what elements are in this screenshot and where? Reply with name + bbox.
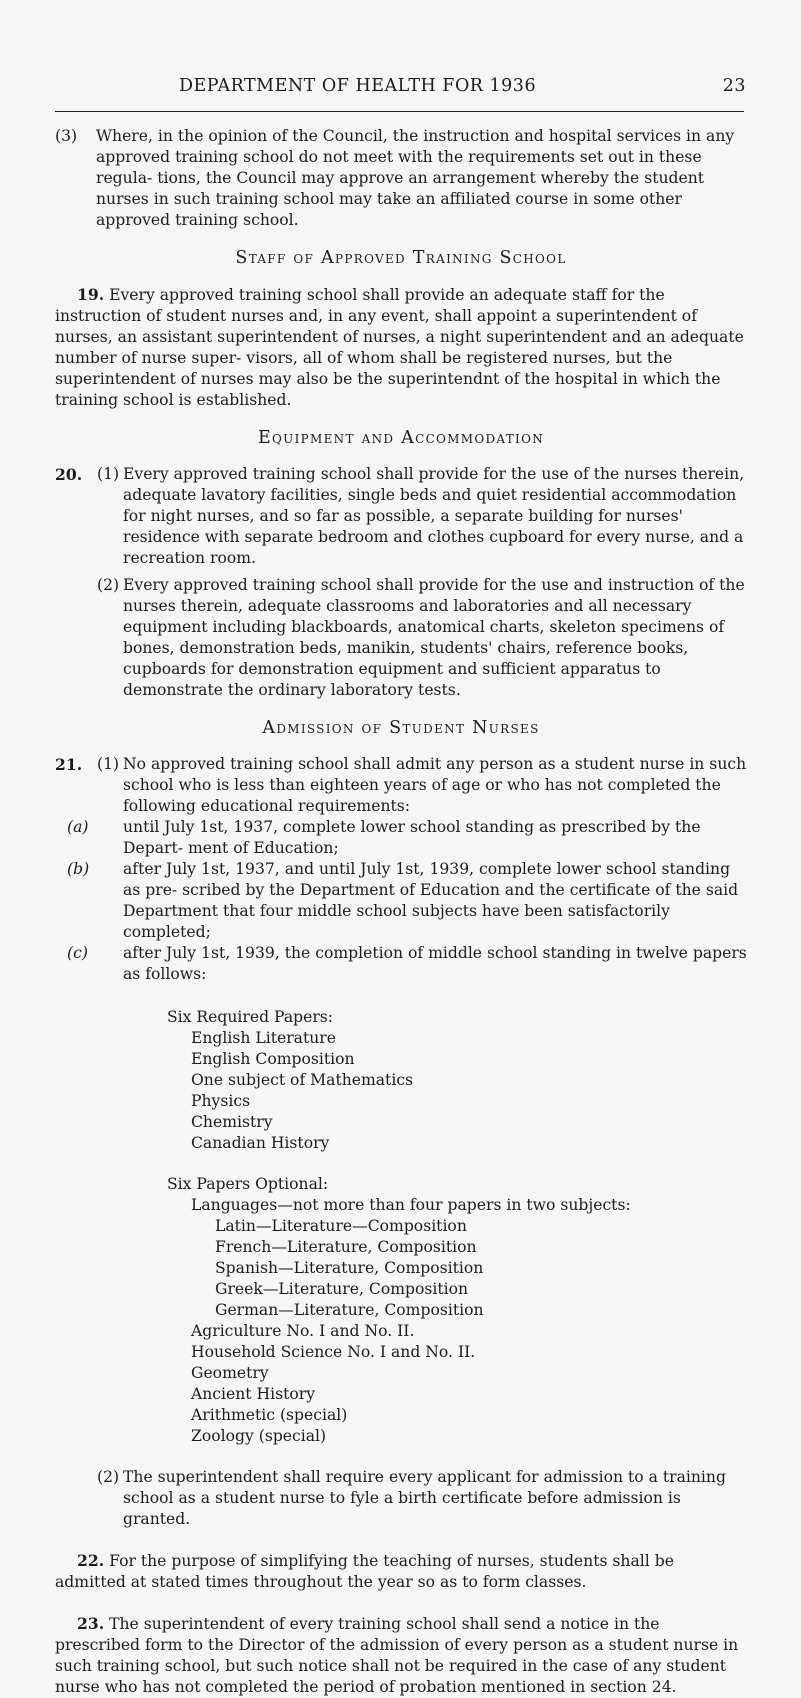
- paragraph-label: (2): [97, 576, 120, 594]
- list-item: Spanish—Literature, Composition: [215, 1259, 484, 1277]
- section-19: [55, 284, 747, 411]
- list-item: Chemistry: [191, 1113, 273, 1131]
- required-papers-list: [191, 1028, 747, 1154]
- list-item: Ancient History: [191, 1385, 316, 1403]
- optional-papers: [167, 1174, 747, 1447]
- list-item: Agriculture No. I and No. II.: [191, 1322, 415, 1340]
- list-item: Zoology (special): [191, 1427, 327, 1445]
- list-item: Household Science No. I and No. II.: [191, 1343, 476, 1361]
- list-item: Geometry: [191, 1364, 269, 1382]
- clause-text: until July 1st, 1937, complete lower school standing as prescribed by the Depart- ment of Education;: [123, 818, 701, 857]
- clause-b: [55, 859, 747, 943]
- clause-text: after July 1st, 1937, and until July 1st, 1939, complete lower school standing as pre- scribed by the Department of Education and the certificate of the said Department that four middle school subjects have been satisfactorily completed;: [123, 860, 739, 941]
- list-item: English Literature: [191, 1029, 336, 1047]
- paragraph-label: (1): [97, 755, 120, 773]
- list-item: Canadian History: [191, 1134, 330, 1152]
- clause-text: after July 1st, 1939, the completion of middle school standing in twelve papers as follows:: [123, 944, 747, 983]
- paragraph-text: Where, in the opinion of the Council, the instruction and hospital services in any approved training school do not meet with the requirements set out in these regula- tions, the Council may approve an arrangement whereby the student nurses in such training school may take an affiliated course in some other approved training school.: [96, 127, 735, 229]
- paragraph-label: (1): [97, 465, 120, 483]
- heading-admission: Admission of Student Nurses: [262, 718, 540, 738]
- section-21-2: [55, 1467, 747, 1530]
- list-item: Physics: [191, 1092, 251, 1110]
- heading-equipment: Equipment and Accommodation: [257, 428, 545, 448]
- clause-a: [55, 817, 747, 859]
- list-item: French—Literature, Composition: [215, 1238, 477, 1256]
- required-papers-title: Six Required Papers:: [167, 1008, 334, 1026]
- paragraph-label: (2): [97, 1468, 120, 1486]
- section-21-1: [55, 754, 747, 817]
- list-item: German—Literature, Composition: [215, 1301, 484, 1319]
- languages-title: Languages—not more than four papers in two subjects:: [191, 1196, 631, 1214]
- clause-label: (c): [67, 944, 88, 962]
- header-rule: [55, 111, 744, 112]
- list-item: One subject of Mathematics: [191, 1071, 414, 1089]
- paragraph-text: The superintendent shall require every applicant for admission to a training school as a student nurse to fyle a birth certificate before admission is granted.: [123, 1468, 726, 1528]
- languages-list: [215, 1216, 747, 1321]
- clause-label: (b): [67, 860, 90, 878]
- section-text: Every approved training school shall provide an adequate staff for the instruction of student nurses and, in any event, shall appoint a superintendent of nurses, an assistant superintendent of nurses, a night superintendent and an adequate number of nurse super- visors, all of whom shall be registered nurses, but the superintendent of nurses may also be the superintendnt of the hospital in which the training school is established.: [55, 286, 744, 409]
- section-number: 19.: [77, 285, 105, 304]
- section-number: 23.: [77, 1614, 105, 1633]
- section-number: 22.: [77, 1551, 105, 1570]
- required-papers: [167, 1007, 747, 1154]
- section-20-2: [55, 575, 747, 701]
- section-text: The superintendent of every training school shall send a notice in the prescribed form to the Director of the admission of every person as a student nurse in such training school, but such notice shall not be required in the case of any student nurse who has not completed the period of probation mentioned in section 24.: [55, 1615, 739, 1696]
- heading-staff: Staff of Approved Training School: [235, 248, 567, 268]
- optional-papers-title: Six Papers Optional:: [167, 1175, 329, 1193]
- paragraph-text: Every approved training school shall provide for the use and instruction of the nurses therein, adequate classrooms and laboratories and all necessary equipment including blackboards, anatomical charts, skeleton specimens of bones, demonstration beds, manikin, students' chairs, reference books, cupboards for demonstration equipment and sufficient apparatus to demonstrate the ordinary laboratory tests.: [123, 576, 745, 699]
- list-item: English Composition: [191, 1050, 355, 1068]
- section-23: [55, 1613, 747, 1698]
- running-title: DEPARTMENT OF HEALTH FOR 1936: [179, 76, 537, 96]
- clause-label: (a): [67, 818, 89, 836]
- section-22: [55, 1550, 747, 1593]
- paragraph-text: No approved training school shall admit any person as a student nurse in such school who is less than eighteen years of age or who has not completed the following educational requirements:: [123, 755, 747, 815]
- paragraph-label: (3): [55, 127, 78, 145]
- list-item: Latin—Literature—Composition: [215, 1217, 467, 1235]
- list-item: Greek—Literature, Composition: [215, 1280, 469, 1298]
- list-item: Arithmetic (special): [191, 1406, 348, 1424]
- paragraph-text: Every approved training school shall provide for the use of the nurses therein, adequate lavatory facilities, single beds and quiet residential accommodation for night nurses, and so far as possible, a separate building for nurses' residence with separate bedroom and clothes cupboard for every nurse, and a recreation room.: [123, 465, 745, 567]
- section-20-1: [55, 464, 747, 569]
- document-body: [55, 126, 747, 1698]
- section-number: 20.: [55, 465, 83, 484]
- paragraph-3: [55, 126, 747, 231]
- page-number: 23: [722, 76, 746, 96]
- section-number: 21.: [55, 755, 83, 774]
- clause-c: [55, 943, 747, 985]
- section-text: For the purpose of simplifying the teaching of nurses, students shall be admitted at stated times throughout the year so as to form classes.: [55, 1552, 674, 1591]
